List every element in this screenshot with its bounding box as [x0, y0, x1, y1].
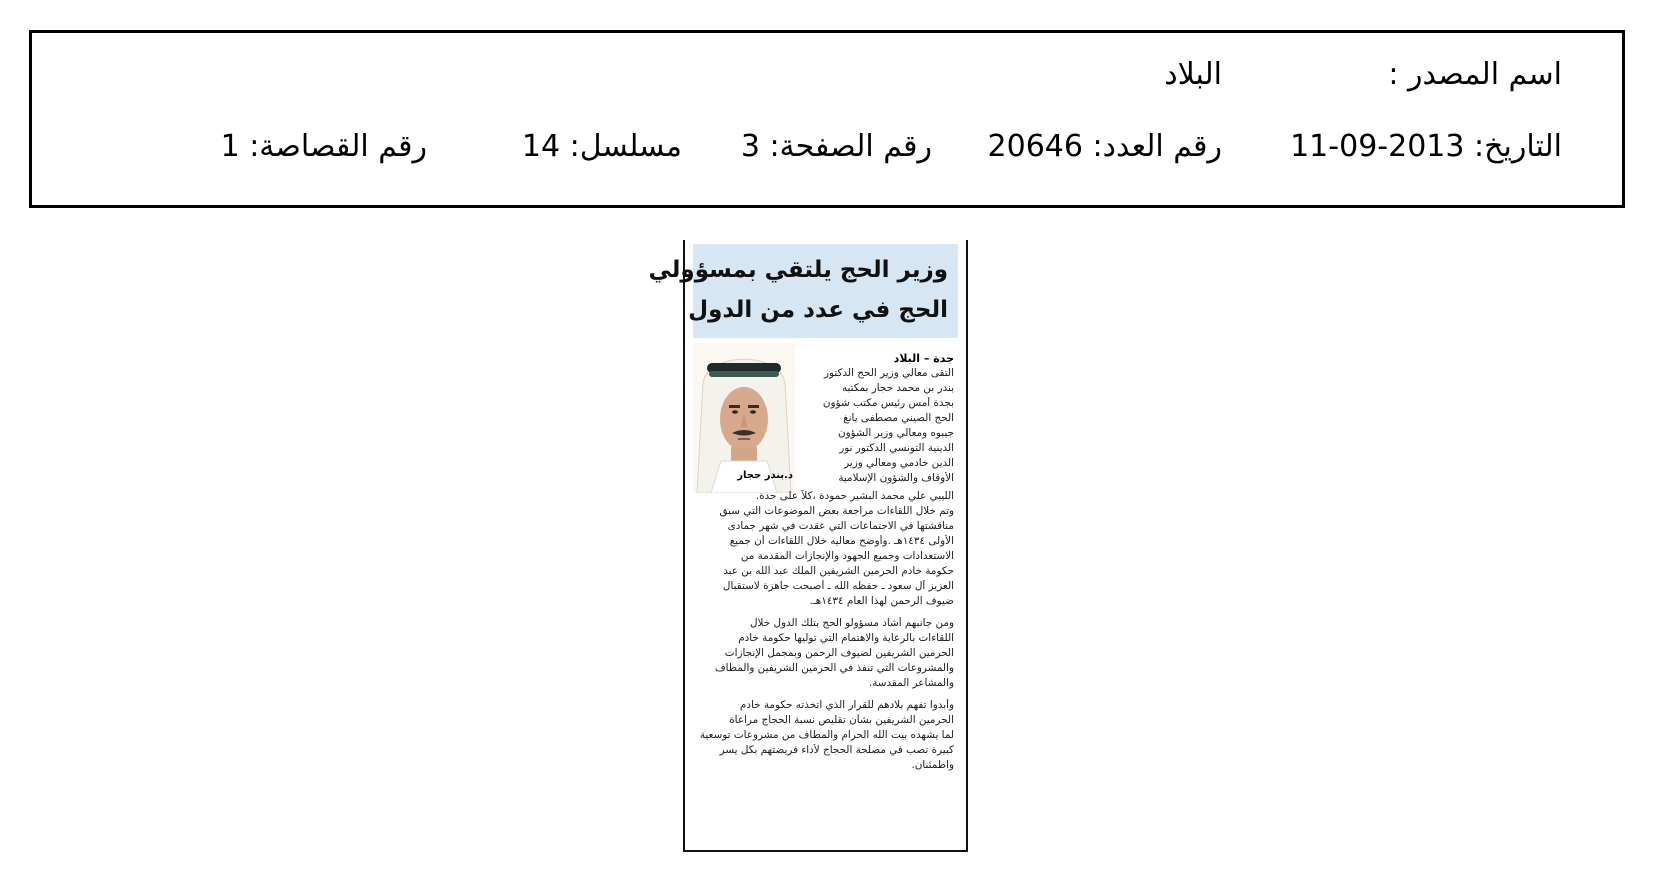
- body-line: الأوقاف والشؤون الإسلامية: [838, 472, 954, 484]
- body-line: العزيز آل سعود ـ حفظه الله ـ أصبحت جاهزة لاستقبال: [722, 580, 954, 592]
- body-line: واطمئنان.: [911, 759, 954, 771]
- body-line: والمشروعات التي تنفذ في الحرمين الشريفين والمطاف: [714, 662, 954, 674]
- body-line: ضيوف الرحمن لهذا العام ١٤٣٤هـ.: [809, 595, 954, 607]
- photo-caption: د.بندر حجار: [737, 470, 793, 481]
- body-line: الليبي علي محمد البشير حمودة ،كلاً على حدة.: [755, 490, 954, 502]
- headline-box: [648, 244, 958, 338]
- newspaper-clipping: [648, 240, 968, 852]
- body-line: التقى معالي وزير الحج الدكتور: [824, 367, 954, 379]
- dateline: جدة – البلاد: [893, 352, 954, 365]
- body-line: الدينية التونسي الدكتور نور: [839, 442, 954, 454]
- source-value: البلاد: [1164, 57, 1222, 92]
- headline-line-2: الحج في عدد من الدول: [688, 297, 948, 323]
- body-line: حكومة خادم الحرمين الشريفين الملك عبد الله بن عبد: [723, 565, 954, 577]
- body-line: وتم خلال اللقاءات مراجعة بعض الموضوعات التي سبق: [719, 505, 954, 517]
- date-field: التاريخ: 2013-09-11: [1290, 129, 1562, 164]
- body-line: جيبوه ومعالي وزير الشؤون: [837, 427, 954, 439]
- body-line: الاستعدادات وجميع الجهود والإنجازات المقدمة من: [740, 550, 954, 562]
- body-line: اللقاءات بالرعاية والاهتمام التي توليها حكومة خادم: [738, 632, 954, 644]
- clip-number-field: رقم القصاصة: 1: [220, 129, 427, 164]
- headline-line-1: وزير الحج يلتقي بمسؤولي: [648, 257, 948, 283]
- body-line: الحرمين الشريفين لضيوف الرحمن وبمجمل الإنجازات: [724, 647, 954, 659]
- body-line: الدين خادمي ومعالي وزير: [844, 457, 954, 469]
- body-line: الحرمين الشريفين بشأن تقليص نسبة الحجاج مراعاة: [729, 714, 954, 726]
- body-line: مناقشتها في الاجتماعات التي عقدت في شهر جمادى: [727, 520, 954, 532]
- source-label: اسم المصدر :: [1388, 57, 1562, 92]
- body-line: لما يشهده بيت الله الحرام والمطاف من مشروعات توسعية: [699, 729, 954, 741]
- body-line: كبيرة تصب في مصلحة الحجاج لأداء فريضتهم بكل يسر: [719, 744, 954, 756]
- page-number-field: رقم الصفحة: 3: [740, 129, 932, 164]
- body-line: والمشاعر المقدسة.: [868, 677, 954, 689]
- body-line: بندر بن محمد حجار بمكتبه: [841, 382, 954, 394]
- body-line: ومن جانبهم أشاد مسؤولو الحج بتلك الدول خلال: [749, 617, 954, 629]
- serial-field: مسلسل: 14: [521, 129, 682, 164]
- body-line: الأولى ١٤٣٤هـ .وأوضح معاليه خلال اللقاءات أن جميع: [729, 535, 954, 547]
- issue-number-field: رقم العدد: 20646: [987, 129, 1222, 164]
- metadata-header-box: [29, 30, 1625, 208]
- body-line: الحج الصيني مصطفى يانغ: [843, 412, 954, 424]
- body-line: وأبدوا تفهم بلادهم للقرار الذي اتخذته حكومة خادم: [739, 699, 954, 711]
- body-line: بجدة أمس رئيس مكتب شؤون: [822, 397, 954, 409]
